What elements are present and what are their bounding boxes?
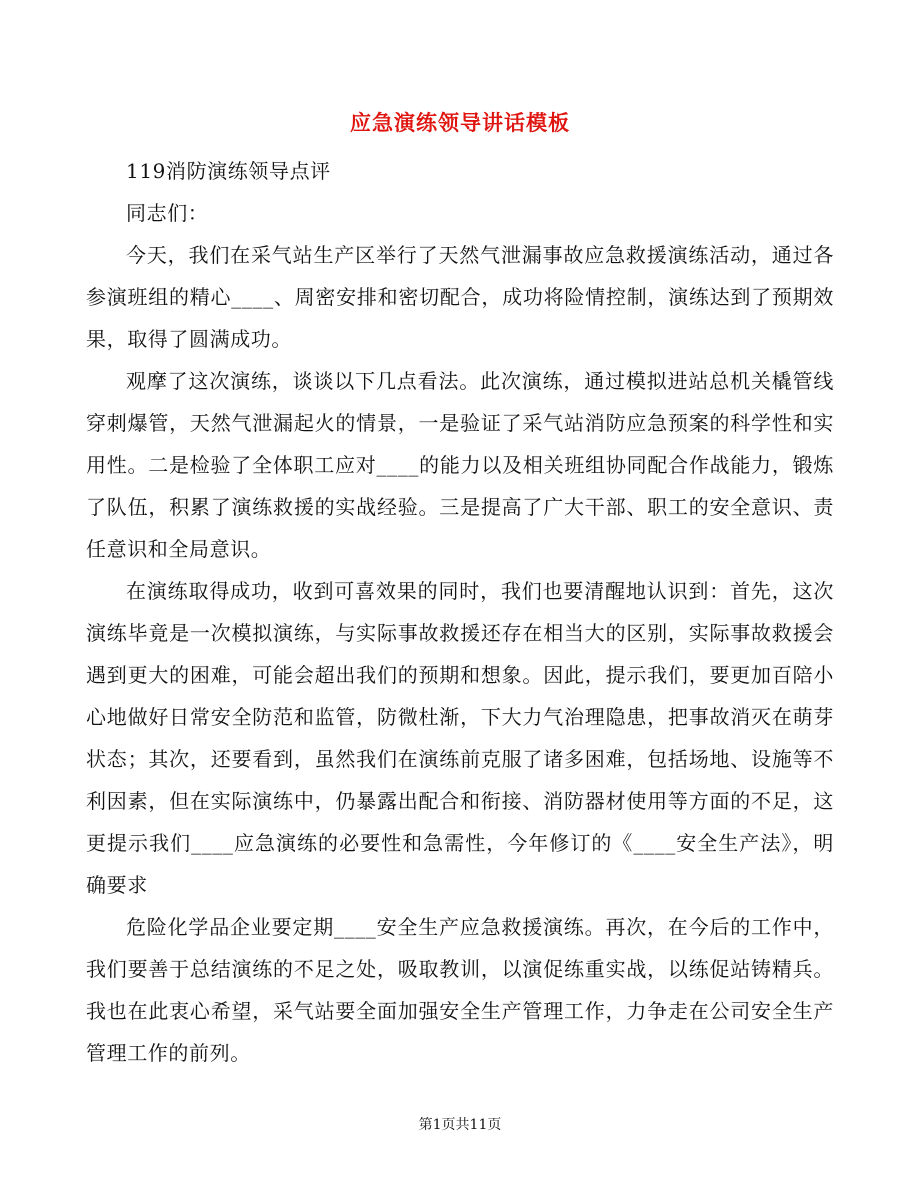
- greeting-line: 同志们：: [126, 201, 209, 225]
- page-number-footer: 第1页共11页: [418, 1117, 502, 1133]
- document-title: 应急演练领导讲话模板: [350, 110, 570, 135]
- paragraph-4: 危险化学品企业要定期____安全生产应急救援演练。再次，在今后的工作中，我们要善于总结演练的不足之处，吸取教训，以演促练重实战，以练促站铸精兵。我也在此衷心希望，采气站要全面加强安全生产管理工作，力争走在公司安全生产管理工作的前列。: [86, 915, 834, 1065]
- paragraph-2: 观摩了这次演练，谈谈以下几点看法。此次演练，通过模拟进站总机关橇管线穿刺爆管，天然气泄漏起火的情景，一是验证了采气站消防应急预案的科学性和实用性。二是检验了全体职工应对____的能力以及相关班组协同配合作战能力，锻炼了队伍，积累了演练救援的实战经验。三是提高了广大干部、职工的安全意识、责任意识和全局意识。: [86, 369, 834, 561]
- subtitle-line: 119消防演练领导点评: [126, 159, 331, 183]
- paragraph-3: 在演练取得成功，收到可喜效果的同时，我们也要清醒地认识到：首先，这次演练毕竟是一次模拟演练，与实际事故救援还存在相当大的区别，实际事故救援会遇到更大的困难，可能会超出我们的预期和想象。因此，提示我们，要更加百陪小心地做好日常安全防范和监管，防微杜渐，下大力气治理隐患，把事故消灭在萌芽状态；其次，还要看到，虽然我们在演练前克服了诸多困难，包括场地、设施等不利因素，但在实际演练中，仍暴露出配合和衔接、消防器材使用等方面的不足，这更提示我们____应急演练的必要性和急需性，今年修订的《____安全生产法》，明确要求: [86, 579, 834, 897]
- document-body: [86, 150, 834, 1074]
- paragraph-1: 今天，我们在采气站生产区举行了天然气泄漏事故应急救援演练活动，通过各参演班组的精心____、周密安排和密切配合，成功将险情控制，演练达到了预期效果，取得了圆满成功。: [86, 243, 834, 351]
